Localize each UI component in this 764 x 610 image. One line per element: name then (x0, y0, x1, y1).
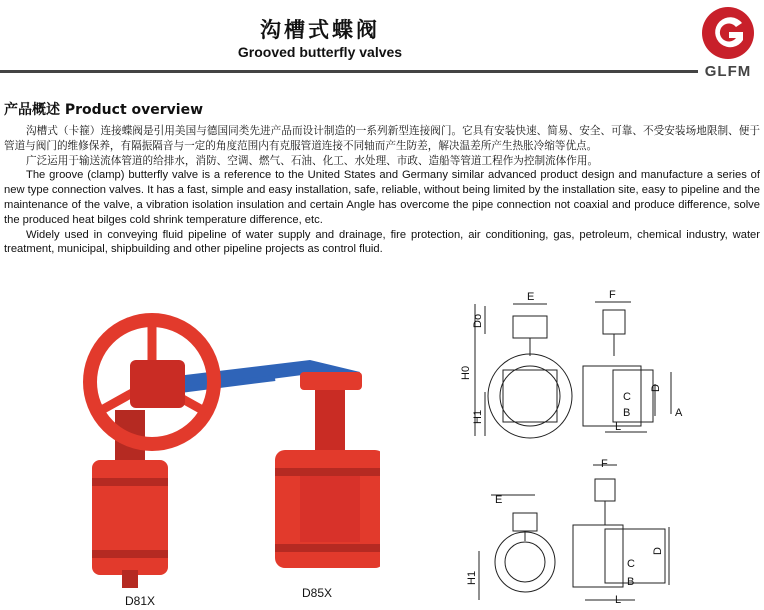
paragraph-en-1: The groove (clamp) butterfly valve is a reference to the United States and Germany similar advanced product design and manufacture a series of new type connection valves. It has a fast, simple and easy installation, safe, reliable, without being limited by the installation site, easy to pipeline and the maintenance of the valve, a vibration isolation insulation and certain Angle has overcome the pipe connection not coaxial and produce difference, solve the produced heat bilges cold shrink temperature difference, etc. (4, 169, 760, 226)
logo-circle (702, 7, 754, 59)
dim1-b: B (623, 407, 631, 419)
dimension-drawing-2 (455, 455, 760, 610)
dim2-l: L (615, 594, 622, 606)
dim2-h1: H1 (466, 570, 478, 585)
right-valve-groove (275, 468, 380, 476)
title-english: Grooved butterfly valves (237, 44, 403, 60)
right-valve-groove-2 (275, 544, 380, 552)
right-valve-top-flange (300, 372, 362, 390)
gearbox (130, 360, 185, 408)
left-valve-bottom (122, 570, 138, 588)
right-valve-face (300, 476, 360, 542)
valve-photo (60, 300, 380, 610)
dim1-e: E (527, 291, 535, 303)
title-chinese: 沟槽式蝶阀 (260, 18, 380, 42)
glfm-logo (698, 6, 758, 78)
paragraph-en-2: Widely used in conveying fluid pipeline of water supply and drainage, fire protection, air conditioning, gas, petroleum, chemical industry, water treatment, municipal, shipbuilding and other pipeline projects as control fluid. (4, 228, 760, 256)
dim1-c: C (623, 391, 631, 403)
photo-label-d81x: D81X (125, 594, 156, 608)
logo-text: GLFM (704, 63, 752, 78)
section-title: 产品概述 Product overview (4, 102, 204, 118)
dim1-a: A (675, 407, 683, 419)
left-valve-groove-2 (92, 550, 168, 558)
dimension-drawing-1 (455, 284, 760, 444)
dim2-b: B (627, 576, 635, 588)
dim1-d: D (650, 384, 662, 392)
dim2-c: C (627, 558, 635, 570)
overview-body (4, 124, 760, 257)
dim1-f: F (609, 289, 616, 301)
dim1-h1: H1 (472, 409, 484, 424)
paragraph-cn-1: 沟槽式（卡箍）连接蝶阀是引用美国与德国同类先进产品而设计制造的一系列新型连接阀门。它具有安装快速、简易、安全、可靠、不受安装场地限制、便于管道与阀门的维修保养，有隔振隔音与一定的角度范围内有克服管道连接不同轴而产生防差，解决温差所产生热胀冷缩等优点。 (4, 125, 760, 152)
dim1-h0: H0 (460, 365, 472, 380)
right-valve-stem (315, 390, 345, 452)
dim1-do: Do (472, 313, 484, 328)
left-valve-groove (92, 478, 168, 486)
dim2-e: E (495, 494, 503, 506)
header-rule (0, 70, 698, 73)
photo-label-d85x: D85X (302, 586, 333, 600)
dim1-l: L (615, 421, 622, 433)
paragraph-cn-2: 广泛运用于输送流体管道的给排水，消防、空调、燃气、石油、化工、水处理、市政、造船等管道工程作为控制流体作用。 (26, 154, 599, 167)
dim2-d: D (652, 547, 664, 555)
dim2-f: F (601, 458, 608, 470)
